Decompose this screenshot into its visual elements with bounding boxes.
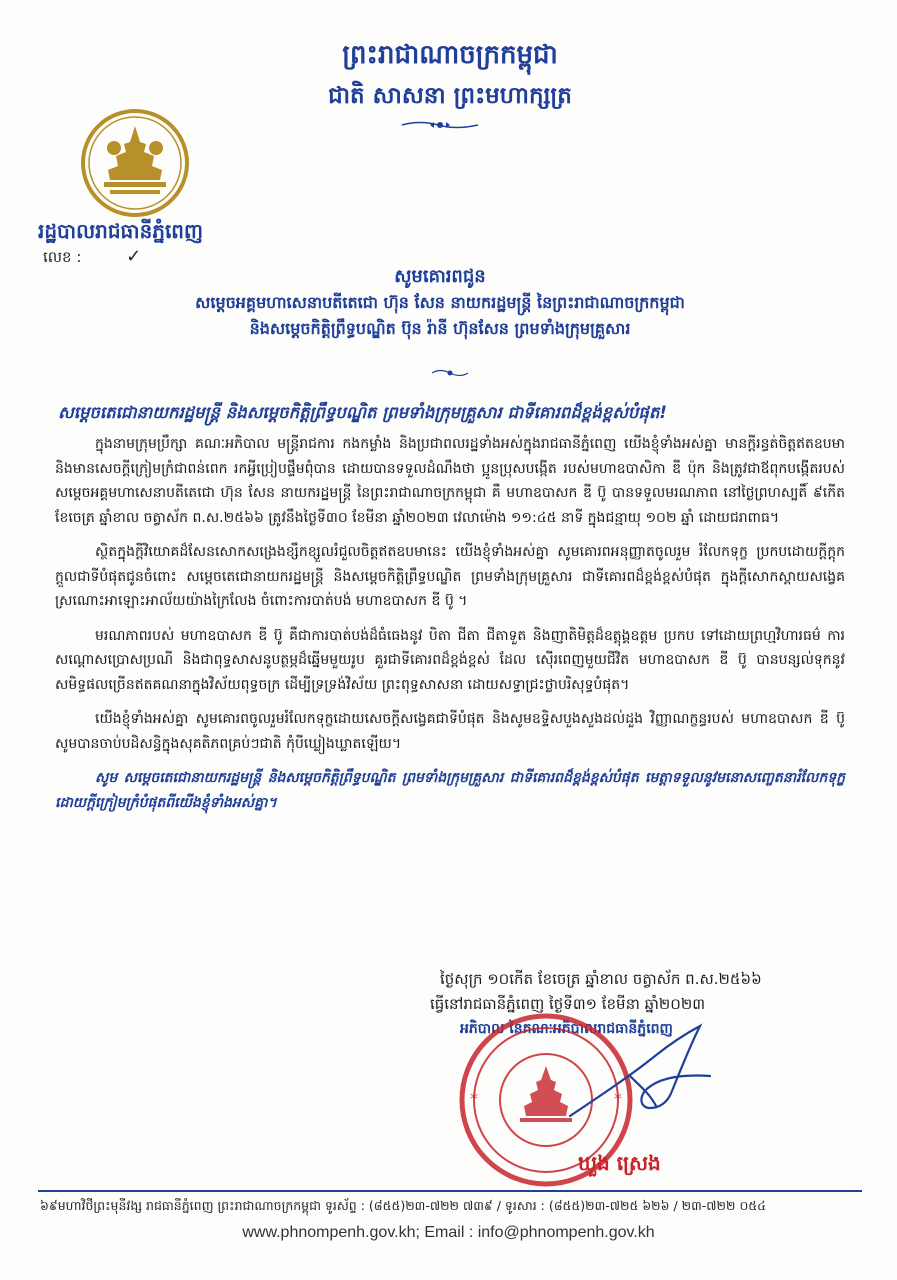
kingdom-header — [200, 38, 700, 112]
recipient-line-1: សម្ដេចអគ្គមហាសេនាបតីតេជោ ហ៊ុន សែន នាយករដ្ឋមន្ត្រី នៃព្រះរាជាណាចក្រកម្ពុជា — [195, 293, 685, 312]
reference-mark: ✓ — [126, 246, 142, 267]
body-paragraph: មរណភាពរបស់ មហាឧបាសក ឌី ប៊ូ គឺជាការបាត់បង់ដ៏ធំធេងនូវ បិតា ជីតា ជីតាទួត និងញាតិមិត្តដ៏ឧត្ដុង្គឧត្ដម ប្រកប ទៅដោយព្រហ្មវិហារធម៌ ការសណ្ដោសប្រោសប្រណី និងជាពុទ្ធសាសនូបត្ថម្ភដ៏ឆ្នើមមួយរូប គួរជាទីគោរពដ៏ខ្ពង់ខ្ពស់ ដែល ស៊ើរពេញមួយជីវិត មហាឧបាសក ឌី ប៊ូ បានបន្សល់ទុកនូវសមិទ្ធផលច្រើនឥតគណនាក្នុងវិស័យពុទ្ធចក្រ ដើម្បីទ្រទ្រង់វិស័យ ព្រះពុទ្ធសាសនា ដោយសទ្ធាជ្រះថ្លាបរិសុទ្ធបំផុត។ — [55, 627, 845, 693]
recipient-line-2: និងសម្ដេចកិត្តិព្រឹទ្ធបណ្ឌិត ប៊ុន រ៉ានី ហ៊ុនសែន ព្រមទាំងក្រុមគ្រួសារ — [249, 319, 631, 338]
issuing-authority: រដ្ឋបាលរាជធានីភ្នំពេញ — [38, 219, 204, 243]
footer-divider — [38, 1190, 862, 1192]
closing-paragraph: សូម សម្ដេចតេជោនាយករដ្ឋមន្ត្រី និងសម្ដេចកិត្តិព្រឹទ្ធបណ្ឌិត ព្រមទាំងក្រុមគ្រួសារ ជាទីគោរពដ៏ខ្ពង់ខ្ពស់បំផុត មេត្តាទទួលនូវមនោសញ្ចេតនារំលែកទុក្ខដោយក្ដីក្រៀមក្រំបំផុតពីយើងខ្ញុំទាំងអស់គ្នា។ — [55, 770, 845, 811]
salutation-line: សូមគោរពជូន — [394, 266, 486, 287]
divider-ornament-icon — [430, 366, 470, 380]
solar-date: ធ្វើនៅរាជធានីភ្នំពេញ ថ្ងៃទី៣១ ខែមីនា ឆ្នាំ២០២៣ — [430, 995, 706, 1013]
body-paragraph: ស្ថិតក្នុងក្ដីវិយោគដ៏សែនសោកសង្រេងខ្សឹកខ្សួលរំជួលចិត្តឥតឧបមានេះ យើងខ្ញុំទាំងអស់គ្នា សូមគោរពអនុញ្ញាតចូលរួម រំលែកទុក្ខ ប្រកបដោយក្ដីក្ដុកក្ដួលជាទីបំផុតជូនចំពោះ សម្ដេចតេជោនាយករដ្ឋមន្ត្រី និងសម្ដេចកិត្តិព្រឹទ្ធបណ្ឌិត ព្រមទាំងក្រុមគ្រួសារ ជាទីគោរពដ៏ខ្ពង់ខ្ពស់បំផុត ក្នុងក្ដីសោកស្ដាយសង្វេគ ស្រណោះអាឡោះអាល័យយ៉ាងក្រៃលែង ចំពោះការបាត់បង់ មហាឧបាសក ឌី ប៊ូ ។ — [55, 544, 845, 609]
kingdom-title: ព្រះរាជាណាចក្រកម្ពុជា — [342, 40, 558, 70]
body-paragraph: ក្នុងនាមក្រុមប្រឹក្សា គណៈអភិបាល មន្ត្រីរាជការ កងកម្លាំង និងប្រជាពលរដ្ឋទាំងអស់ក្នុងរាជធានីភ្នំពេញ យើងខ្ញុំទាំងអស់គ្នា មានក្ដីរន្ធត់ចិត្តឥតឧបមា និងមានសេចក្ដីក្រៀមក្រំជាពន់ពេក រកអ្វីប្រៀបផ្ទឹមពុំបាន ដោយបានទទួលដំណឹងថា ប្អូនប្រុសបង្កើត របស់មហាឧបាសិកា ឌី ប៉ុក និងត្រូវជាឪពុកបង្កើតរបស់ សម្ដេចអគ្គមហាសេនាបតីតេជោ ហ៊ុន សែន នាយករដ្ឋមន្ត្រី នៃព្រះរាជាណាចក្រកម្ពុជា គឺ មហាឧបាសក ឌី ប៊ូ បានទទួលមរណភាព នៅថ្ងៃព្រហស្បតិ៍ ៩កើត ខែចេត្រ ឆ្នាំខាល ចត្វាស័ក ព.ស.២៥៦៦ ត្រូវនឹងថ្ងៃទី៣០ ខែមីនា ឆ្នាំ២០២៣ វេលាម៉ោង ១១:៤៥ នាទី ក្នុងជន្មាយុ ១០២ ឆ្នាំ ដោយជរាពាធ។ — [55, 436, 845, 526]
letter-heading: សម្ដេចតេជោនាយករដ្ឋមន្ត្រី និងសម្ដេចកិត្តិព្រឹទ្ធបណ្ឌិត ព្រមទាំងក្រុមគ្រួសារ ជាទីគោរពដ៏ខ្ពង់ខ្ពស់បំផុត! — [58, 403, 667, 422]
lunar-date: ថ្ងៃសុក្រ ១០កើត ខែចេត្រ ឆ្នាំខាល ចត្វាស័ក ព.ស.២៥៦៦ — [440, 970, 762, 988]
letter-body — [55, 432, 845, 825]
svg-text:*: * — [614, 1089, 622, 1108]
signer-name: ឃួង ស្រេង — [578, 1151, 661, 1175]
body-paragraph: យើងខ្ញុំទាំងអស់គ្នា សូមគោរពចូលរួមរំលែកទុក្ខដោយសេចក្ដីសង្វេគជាទីបំផុត និងសូមឧទ្ទិសបួងសួងដល់ដួង វិញ្ញាណក្ខន្ធរបស់ មហាឧបាសក ឌី ប៊ូ សូមបានចាប់បដិសន្ធិក្នុងសុគតិភពគ្រប់ៗជាតិ កុំបីឃ្លៀងឃ្លាតឡើយ។ — [55, 711, 845, 752]
salutation-block — [60, 262, 820, 342]
svg-text:*: * — [470, 1089, 478, 1108]
signer-title: អភិបាល នៃគណៈអភិបាលរាជធានីភ្នំពេញ — [460, 1021, 673, 1037]
signature-icon — [560, 1016, 720, 1136]
national-motto: ជាតិ សាសនា ព្រះមហាក្សត្រ — [328, 83, 572, 109]
reference-label: លេខ : — [43, 248, 82, 266]
header-flourish-icon — [400, 118, 480, 132]
footer-web-email: www.phnompenh.gov.kh; Email : info@phnompenh.gov.kh — [242, 1224, 655, 1241]
footer-contact: ៦៩មហាវិថីព្រះមុនីវង្ស រាជធានីភ្នំពេញ ព្រះរាជាណាចក្រកម្ពុជា ទូរស័ព្ទ : (៨៥៥)២៣-៧២២ ៧៣៩ / ទូរសារ : (៨៥៥)២៣-៧២៥ ៦២៦ / ២៣-៧២២ ០៥៤ — [40, 1198, 766, 1213]
phnom-penh-emblem-icon — [80, 108, 190, 218]
